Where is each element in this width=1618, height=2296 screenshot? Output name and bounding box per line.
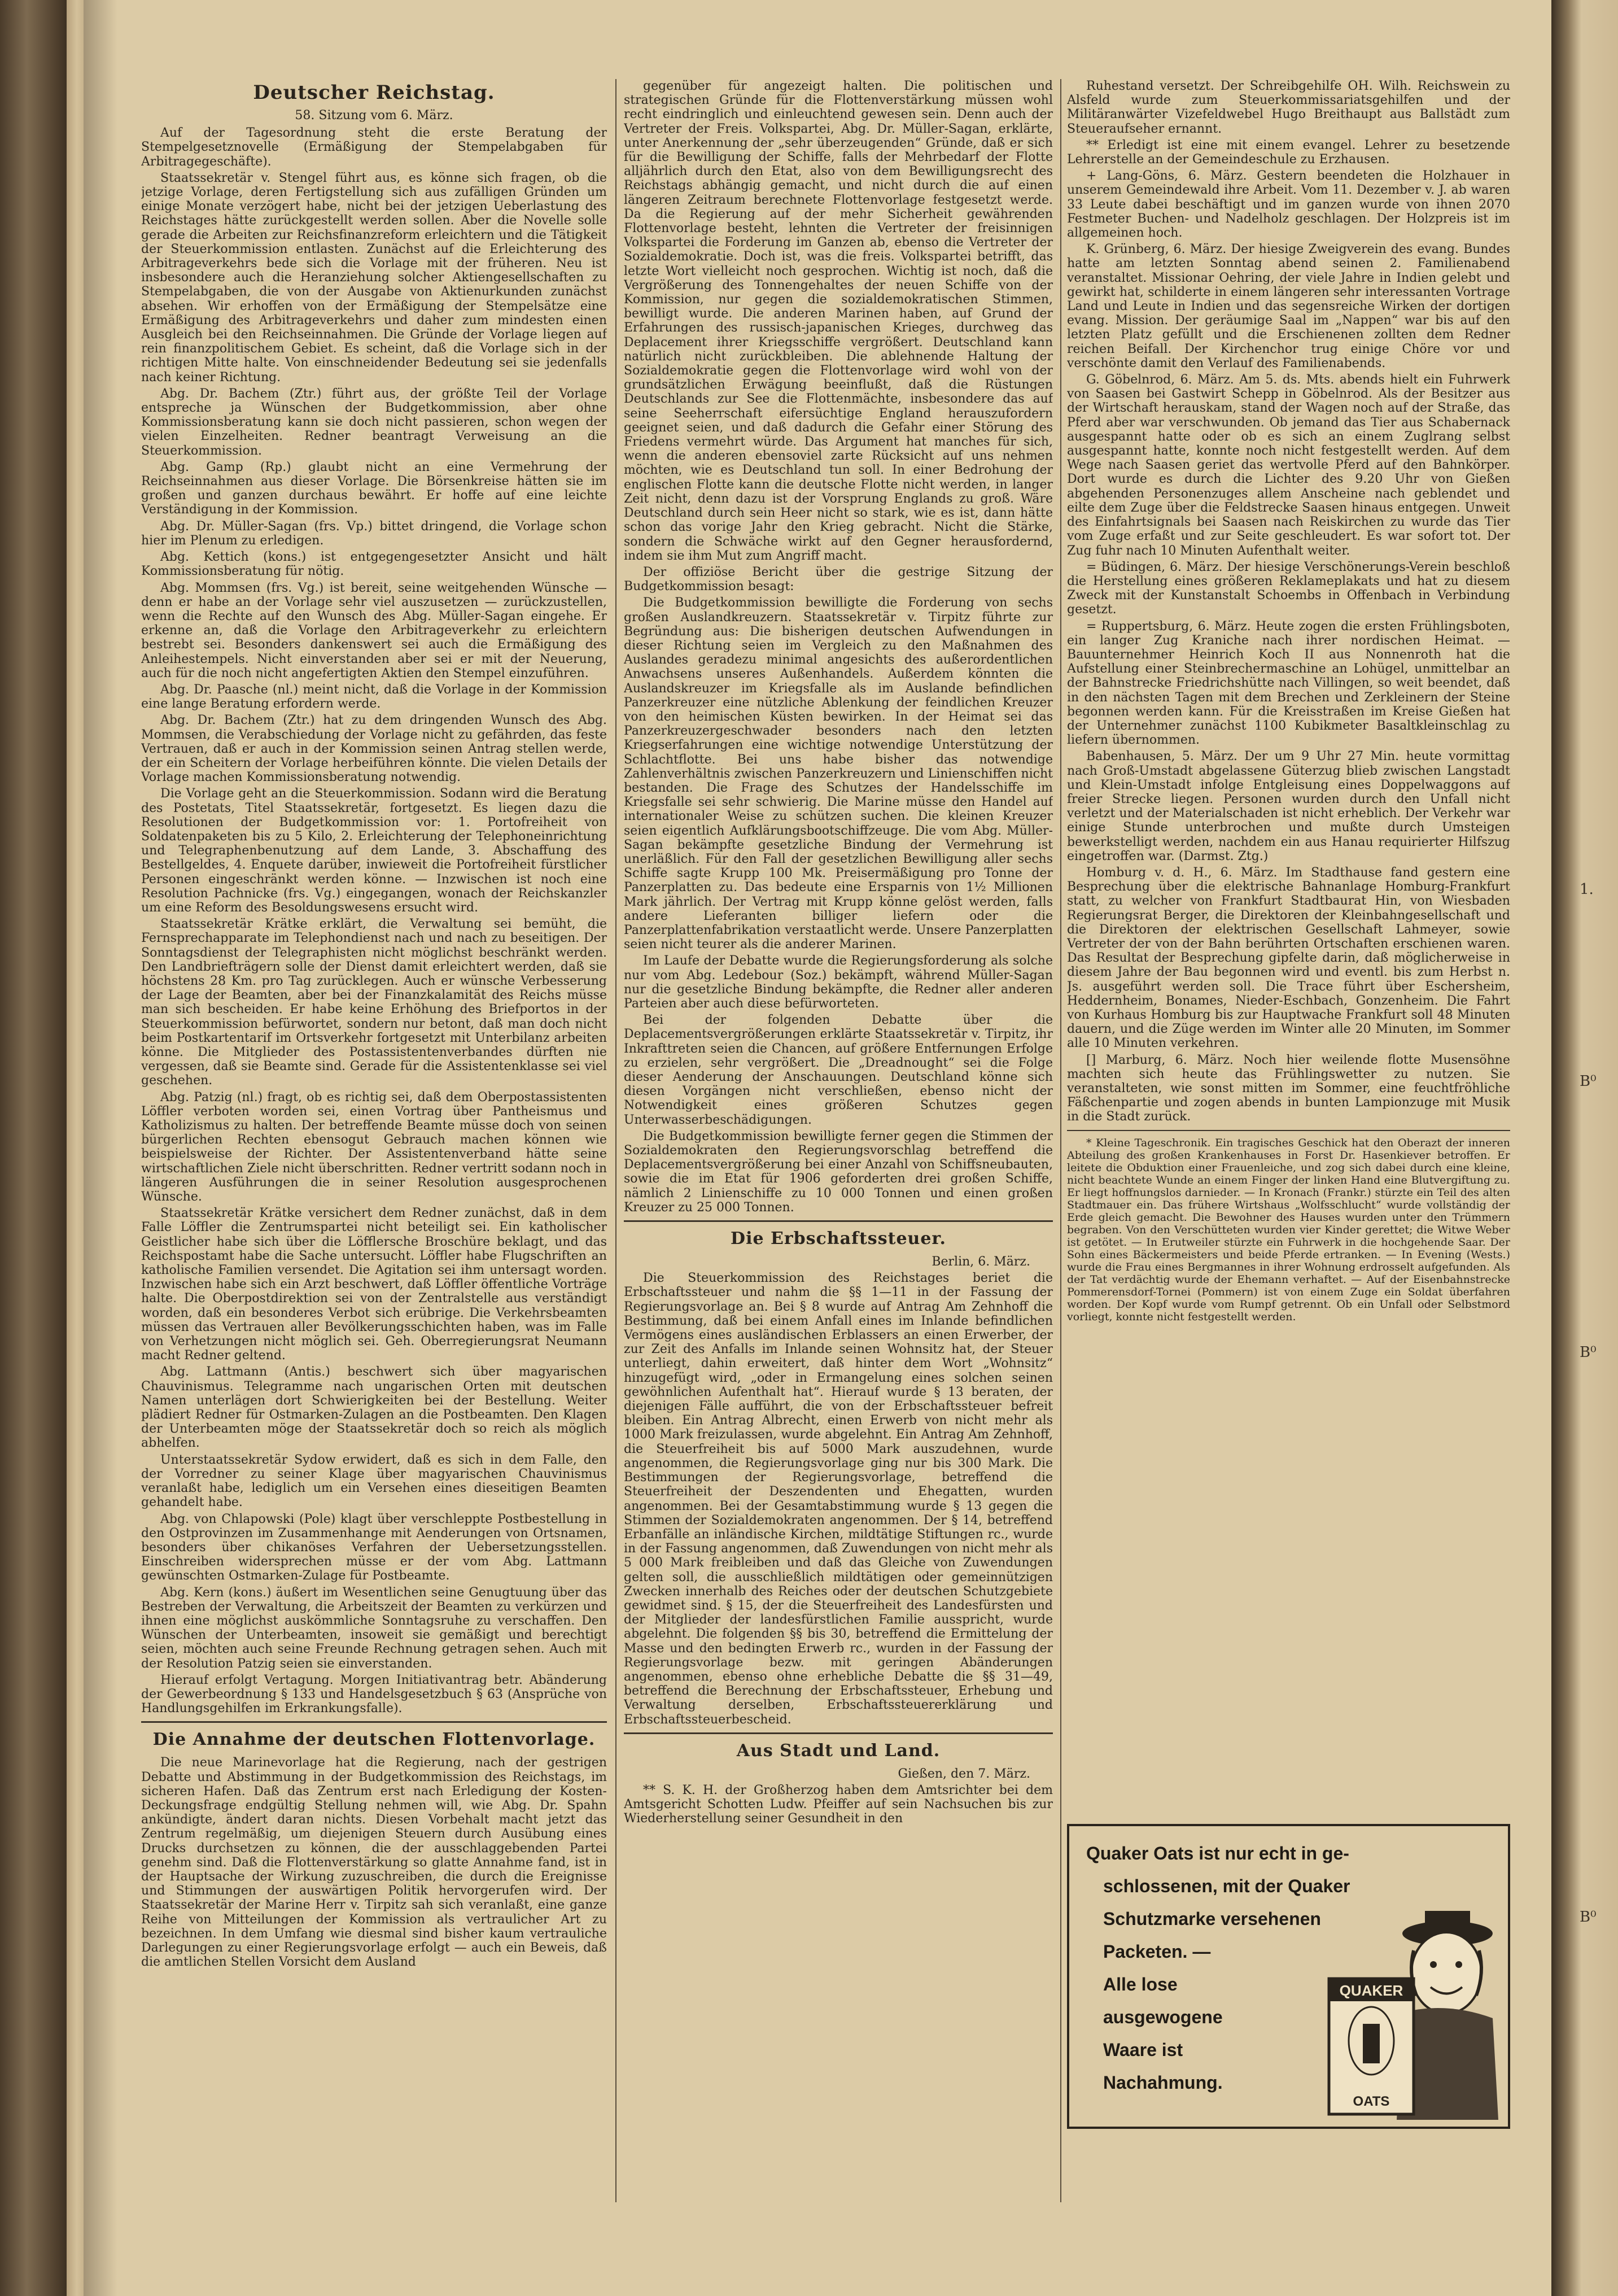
session-line: 58. Sitzung vom 6. März.	[295, 108, 453, 123]
book-spine	[0, 0, 67, 2296]
paragraph: Staatssekretär Krätke erklärt, die Verwaltung sei bemüht, die Fernsprechapparate im Telephondienst nach und nach zu beseitigen. Der Sonntagsdienst der Telegraphisten nicht möglichst beschränkt werden. Den Landbriefträgern solle der Dienst damit erleichtert werden, daß sie höchstens 28 Km. pro Tag zurücklegen. Auch er wünsche Verbesserung der Lage der Beamten, aber bei der Finanzkalamität des Reichs müsse man sich bescheiden. Er habe keine Erhöhung des Briefportos in der Steuerkommission befürwortet, sondern nur betont, daß man doch nicht beim Postkartentarif im Ortsverkehr fortgesetzt mit Unterbilanz arbeiten könne. Die Mitglieder des Postassistentenverbandes dürften nie vergessen, daß sie Beamte sind. Gerade für die Assistentenklasse sei viel geschehen.	[141, 917, 607, 1088]
column-2	[624, 79, 1053, 2202]
ad-line: schlossenen, mit der Quaker	[1103, 1876, 1350, 1896]
adjacent-fragment: B⁰	[1580, 1909, 1597, 1926]
column-3	[1067, 79, 1510, 1813]
flottenvorlage-article	[141, 1756, 607, 1969]
paragraph: gegenüber für angezeigt halten. Die politischen und strategischen Gründe für die Flottenverstärkung müssen wohl recht eindringlich und einleuchtend gewesen sein. Denn auch der Vertreter der Freis. Volkspartei, Abg. Dr. Müller-Sagan, erklärte, unter Anerkennung der „sehr überzeugenden“ Gründe, daß er sich für die Bewilligung der Schiffe, falls der Mehrbedarf der Flotte alljährlich durch den Etat, also von dem Bewilligungsrecht des Reichstags abhängig gemacht, und nicht durch die auf einen längeren Zeitraum berechnete Flottenvorlage festgesetzt werde. Da die Regierung auf der mehr Sicherheit gewährenden Flottenvorlage besteht, lehnten die Vertreter der freisinnigen Volkspartei die Forderung im Ganzen ab, ebenso die Vertreter der Sozialdemokratie. Doch ist, was die freis. Volkspartei betrifft, das letzte Wort vielleicht noch gesprochen. Wichtig ist noch, daß die Vergrößerung des Tonnengehaltes der neuen Schiffe von der Kommission, nur gegen die sozialdemokratischen Stimmen, bewilligt wurde. Die anderen Marinen haben, auf Grund der Erfahrungen des russisch-japanischen Krieges, durchweg das Deplacement ihrer Kriegsschiffe vergrößert. Deutschland kann natürlich nicht zurückbleiben. Die ablehnende Haltung der Sozialdemokratie gegen die Flottenvorlage wird wohl von der grundsätzlichen Erwägung beeinflußt, daß die Rüstungen Deutschlands zur See die Flottenmächte, insbesondere das auf seine Seeherrschaft eifersüchtige England herauszufordern geeignet seien, und daß dadurch die Gefahr einer Störung des Friedens vermehrt würde. Das Argument hat manches für sich, wenn die anderen ebensoviel zarte Rücksicht auf uns nehmen möchten, wie es Deutschland tun soll. In einer Bedrohung der englischen Flotte kann die deutsche Flotte nicht werden, in langer Zeit nicht, denn dazu ist der Vorsprung Englands zu groß. Wäre Deutschland durch sein Heer nicht so stark, wie es ist, dann hätte schon das vorige Jahr den Krieg gebracht. Nicht die Stärke, sondern die Schwäche wirkt auf den Gegner herausfordernd, indem sie ihm Mut zum Angriff macht.	[624, 79, 1053, 563]
paragraph: Die Vorlage geht an die Steuerkommission. Sodann wird die Beratung des Postetats, Titel Staatssekretär, fortgesetzt. Es liegen dazu die Resolutionen der Budgetkommission vor: 1. Portofreiheit von Soldatenpaketen bis zu 5 Kilo, 2. Erleichterung der Telephoneinrichtung und Telegraphenbenutzung auf dem Lande, 3. Abschaffung des Bestellgeldes, 4. Enquete darüber, inwieweit die Portofreiheit fürstlicher Personen eingeschränkt werden könne. — Inzwischen ist noch eine Resolution Pachnicke (frs. Vg.) eingegangen, wonach der Reichskanzler um eine Reform des Besoldungswesens ersucht wird.	[141, 787, 607, 915]
paragraph: K. Grünberg, 6. März. Der hiesige Zweigverein des evang. Bundes hatte am letzten Sonntag abend seinen 2. Familienabend veranstaltet. Missionar Oehring, der viele Jahre in Indien gelebt und gewirkt hat, schilderte in einem längeren sehr interessanten Vortrage Land und Leute in Indien und das segensreiche Wirken der dortigen evang. Mission. Der geräumige Saal im „Nappen“ war bis auf den letzten Platz gefüllt und die Erschienenen zollten dem Redner reichen Beifall. Der Kirchenchor trug einige Chöre vor und verschönte damit den Verlauf des Familienabends.	[1067, 242, 1510, 370]
reichstag-article	[141, 126, 607, 1716]
ad-line: Nachahmung.	[1103, 2072, 1223, 2093]
paragraph: Auf der Tagesordnung steht die erste Beratung der Stempelgesetznovelle (Ermäßigung der Stempelabgaben für Arbitragegeschäfte).	[141, 126, 607, 169]
page-edge	[67, 0, 84, 2296]
paragraph: Abg. Gamp (Rp.) glaubt nicht an eine Vermehrung der Reichseinnahmen aus dieser Vorlage. Die Börsenkreise hätten sie im großen und ganzen durchaus bewährt. Er hoffe auf eine leichte Verständigung in der Kommission.	[141, 460, 607, 517]
paragraph: Die Budgetkommission bewilligte die Forderung von sechs großen Auslandkreuzern. Staatssekretär v. Tirpitz führte zur Begründung aus: Die bisherigen deutschen Aufwendungen in dieser Richtung seien im Vergleich zu den Maßnahmen des Auslandes geradezu minimal angesichts des außerordentlichen Anwachsens unseres Außenhandels. Außerdem könnten die Auslandskreuzer im Kriegsfalle als im Auslande befindlichen Panzerkreuzer eine nützliche Ablenkung der feindlichen Kreuzer von den heimischen Küsten bewirken. In der Heimat sei das Panzerkreuzergeschwader besonders nach den letzten Kriegserfahrungen eine wichtige notwendige Unterstützung der Schlachtflotte. Bei uns habe bisher das notwendige Zahlenverhältnis zwischen Panzerkreuzern und Linienschiffen nicht bestanden. Die Frage des Schutzes der Handelsschiffe im Kriegsfalle sei sehr schwierig. Die Marine müsse den Handel auf internationaler Weise zu schützen suchen. Die kleinen Kreuzer seien eigentlich Aufklärungsbootschiffzeuge. Die vom Abg. Müller-Sagan bekämpfte gesetzliche Bindung der Vermehrung ist unerläßlich. Für den Fall der gesetzlichen Bewilligung aller sechs Schiffe sagte Krupp 100 Mk. Preisermäßigung pro Tonne der Panzerplatten zu. Das bedeute eine Ersparnis von 1½ Millionen Mark jährlich. Der Vertrag mit Krupp könne gelöst werden, falls andere Lieferanten billiger liefern oder die Panzerplattenfabrikation verstaatlicht werde. Unsere Panzerplatten seien nicht teurer als die anderer Marinen.	[624, 596, 1053, 952]
ad-line: Alle lose	[1103, 1974, 1178, 1994]
paragraph: Abg. Patzig (nl.) fragt, ob es richtig sei, daß dem Oberpostassistenten Löffler verboten worden sei, einen Vortrag über Pantheismus und Katholizismus zu halten. Der betreffende Beamte müsse doch von seinen bürgerlichen Rechten ebensogut Gebrauch machen können wie beispielsweise der Richter. Der Assistentenverband hätte seine wirtschaftlichen Ziele nicht überschritten. Redner vertritt sodann noch in längeren Ausführungen die in seiner Resolution ausgesprochenen Wünsche.	[141, 1090, 607, 1204]
divider	[624, 1220, 1053, 1222]
paragraph: Abg. Dr. Bachem (Ztr.) führt aus, der größte Teil der Vorlage entspreche ja Wünschen der Budgetkommission, aber ohne Kommissionsberatung kann sie doch nicht passieren, schon wegen der vielen Einzelheiten. Redner beantragt Verweisung an die Steuerkommission.	[141, 386, 607, 458]
adjacent-fragment: 1.	[1580, 881, 1594, 898]
paragraph: Abg. Kern (kons.) äußert im Wesentlichen seine Genugtuung über das Bestreben der Verwaltung, die Arbeitszeit der Beamten zu verkürzen und ihnen eine möglichst auskömmliche Sonntagsruhe zu verschaffen. Den Wünschen der Unterbeamten, insoweit sie gemäßigt und berechtigt seien, möchten auch seine Freunde Rechnung getragen sehen. Auch mit der Resolution Patzig seien sie einverstanden.	[141, 1585, 607, 1671]
ad-line: Packeten. —	[1103, 1941, 1211, 1962]
paragraph: ** S. K. H. der Großherzog haben dem Amtsrichter bei dem Amtsgericht Schotten Ludw. Pfeiffer auf sein Nachsuchen bis zur Wiederherstellung seiner Gesundheit in den	[624, 1783, 1053, 1826]
ad-line: Waare ist	[1103, 2040, 1183, 2060]
paragraph: Die Steuerkommission des Reichstages beriet die Erbschaftssteuer und nahm die §§ 1—11 in der Fassung der Regierungsvorlage an. Bei § 8 wurde auf Antrag Am Zehnhoff die Bestimmung, daß bei einem Anfall eines im Inlande befindlichen Vermögens eines ausländischen Erblassers an einen Erwerber, der zur Zeit des Anfalls im Inlande seinen Wohnsitz hat, der Steuer unterliegt, dahin erweitert, daß hinter dem Wort „Wohnsitz“ hinzugefügt wird, „oder in Ermangelung eines solchen seinen gewöhnlichen Aufenthalt hat“. Hierauf wurde § 13 beraten, der diejenigen Fälle aufführt, die von der Erbschaftssteuer befreit bleiben. Ein Antrag Albrecht, einen Erwerb von nicht mehr als 1000 Mark freizulassen, wurde abgelehnt. Ein Antrag Am Zehnhoff, die Steuerfreiheit bis auf 5000 Mark auszudehnen, wurde angenommen, die Regierungsvorlage ging nur bis 300 Mark. Die Bestimmungen der Regierungsvorlage, betreffend die Steuerfreiheit der Deszendenten und Ehegatten, wurden angenommen. Bei der Gesamtabstimmung wurde § 13 gegen die Stimmen der Sozialdemokraten angenommen. Der § 14, betreffend Erbanfälle an inländische Kirchen, mildtätige Stiftungen rc., wurde in der Fassung angenommen, daß Zuwendungen von nicht mehr als 5 000 Mark freibleiben und daß das Gleiche von Zuwendungen gelten soll, die ausschließlich mildtätigen oder gemeinnützigen Zwecken innerhalb des Reiches oder der deutschen Schutzgebiete gewidmet sind. § 15, der die Steuerfreiheit des Landesfürsten und der Mitglieder der landesfürstlichen Familie ausspricht, wurde abgelehnt. Die folgenden §§ bis 30, betreffend die Ermittelung der Masse und den bedingten Erwerb rc., wurden in der Fassung der Regierungsvorlage bezw. mit geringen Abänderungen angenommen, ebenso ohne erhebliche Debatte die §§ 31—49, betreffend die Berechnung der Erbschaftssteuer, Erhebung und Verwaltung derselben, Erbschaftssteuererklärung und Erbschaftssteuerbescheid.	[624, 1271, 1053, 1727]
paragraph: ** Erledigt ist eine mit einem evangel. Lehrer zu besetzende Lehrerstelle an der Gemeindeschule zu Erzhausen.	[1067, 138, 1510, 167]
paragraph: Abg. Dr. Paasche (nl.) meint nicht, daß die Vorlage in der Kommission eine lange Beratung erfordern werde.	[141, 682, 607, 712]
quaker-oats-advertisement	[1067, 1824, 1510, 2129]
headline-stadt-und-land: Aus Stadt und Land.	[736, 1740, 941, 1761]
stadt-land-article	[624, 1783, 1053, 1826]
paragraph: Homburg v. d. H., 6. März. Im Stadthause fand gestern eine Besprechung über die elektrische Bahnanlage Homburg-Frankfurt statt, zu welcher von Frankfurt Stadtbaurat Hin, von Wiesbaden Regierungsrat Berger, die Direktoren der Kleinbahngesellschaft und die Direktoren der elektrischen Gesellschaft Lahmeyer, sowie Vertreter der von der Bahn berührten Ortschaften erschienen waren. Das Resultat der Besprechung gipfelte darin, daß möglicherweise in diesem Jahre der Bau begonnen wird und eventl. bis zum Herbst n. Js. ausgeführt werden soll. Die Trace führt über Eschersheim, Heddernheim, Bonames, Nieder-Eschbach, Gonzenheim. Die Fahrt von Kurhaus Homburg bis zur Hauptwache Frankfurt soll 48 Minuten dauern, und die Züge werden im Winter alle 20 Minuten, im Sommer alle 10 Minuten verkehren.	[1067, 865, 1510, 1051]
paragraph: Staatssekretär Krätke versichert dem Redner zunächst, daß in dem Falle Löffler die Zentrumspartei nicht beteiligt sei. Ein katholischer Geistlicher habe sich über die Löfflersche Broschüre beklagt, und das Reichspostamt habe die Sache untersucht. Löffler habe Flugschriften an katholische Familien versendet. Die Agitation sei ihm untersagt worden. Inzwischen habe sich ein Arzt beschwert, daß Löffler öffentliche Vorträge halte. Die Oberpostdirektion sei von der Zentralstelle aus verständigt worden, daß ein besonderes Verbot sich erübrige. Die Verkehrsbeamten müssen das Vertrauen aller Bevölkerungsschichten haben, was im Falle von Verhetzungen nicht möglich sei. Geh. Oberregierungsrat Neumann macht Redner geltend.	[141, 1206, 607, 1363]
dateline-berlin: Berlin, 6. März.	[932, 1255, 1030, 1269]
column-1	[141, 79, 607, 2202]
face-icon	[1411, 1932, 1481, 2014]
paragraph: Unterstaatssekretär Sydow erwidert, daß es sich in dem Falle, den der Vorredner zu seiner Klage über magyarischen Chauvinismus veranlaßt habe, lediglich um ein Versehen eines dieseitigen Beamten gehandelt habe.	[141, 1452, 607, 1510]
kleine-tageschronik: * Kleine Tageschronik. Ein tragisches Geschick hat den Oberazt der inneren Abteilung des großen Krankenhauses in Forst Dr. Hasenkiever betroffen. Er leitete die Obduktion einer Frauenleiche, und zog sich dabei durch eine kleine, nicht beachtete Wunde an einem Finger der linken Hand eine Blutvergiftung zu. Er liegt hoffnungslos darnieder. — In Kronach (Frankr.) stürzte ein Teil des alten Stadtmauer ein. Das frühere Wirtshaus „Wolfsschlucht“ wurde vollständig der Erde gleich gemacht. Die Bewohner des Hauses wurden unter den Trümmern begraben. Von den Verschütteten wurden vier Kinder gerettet; die Witwe Weber ist getötet. — In Erutweiler stürzte ein Fuhrwerk in die hochgehende Saar. Der Sohn eines Bäckermeisters und beide Pferde ertranken. — In Evening (Wests.) wurde die Frau eines Bergmannes in ihrer Wohnung erdrosselt aufgefunden. Als der Tat verdächtig wurde der Ehemann verhaftet. — Auf der Eisenbahnstrecke Pommerensdorf-Tornei (Pommern) ist von einem Zuge ein Soldat überfahren worden. Der Kopf wurde vom Rumpf getrennt. Ob ein Unfall oder Selbstmord vorliegt, konnte nicht festgestellt werden.	[1067, 1136, 1510, 1323]
headline-erbschaftssteuer: Die Erbschaftssteuer.	[731, 1229, 946, 1249]
adjacent-fragment: B⁰	[1580, 1344, 1597, 1361]
paragraph: Bei der folgenden Debatte über die Deplacementsvergrößerungen erklärte Staatssekretär v. Tirpitz, ihr Inkrafttreten seien die Chancen, auf größere Entfernungen Erfolge zu erzielen, sehr vergrößert. Die „Dreadnought“ sei die Folge dieser Aenderung der Anschauungen. Deutschland könne sich diesen Vorgängen nicht verschließen, ebenso nicht der Notwendigkeit eines größeren Schutzes gegen Unterwasserbeschädigungen.	[624, 1013, 1053, 1127]
flotten-continuation	[624, 79, 1053, 1215]
paragraph: = Ruppertsburg, 6. März. Heute zogen die ersten Frühlingsboten, ein langer Zug Kraniche nach ihrer nordischen Heimat. — Bauunternehmer Heinrich Koch II aus Nonnenroth hat die Aufstellung einer Steinbrechermaschine an Lohügel, unmittelbar an der Bahnstrecke Friedrichshütte nach Villingen, so weit beendet, daß in den nächsten Tagen mit dem Brechen und Zerkleinern der Steine begonnen werden kann. Für die Kreisstraßen im Kreise Gießen hat der Unternehmer zunächst 1100 Kubikmeter Basaltkleinschlag zu liefern übernommen.	[1067, 619, 1510, 748]
column-rule	[1060, 79, 1061, 2202]
paragraph: = Büdingen, 6. März. Der hiesige Verschönerungs-Verein beschloß die Herstellung eines größeren Reklameplakats und hat zu diesem Zweck mit der Kunstanstalt Schoembs in Offenbach in Verbindung gesetzt.	[1067, 560, 1510, 617]
paragraph: Abg. von Chlapowski (Pole) klagt über verschleppte Postbestellung in den Ostprovinzen im Zusammenhange mit Aenderungen von Ortsnamen, besonders über chikanöses Verfahren der Uebersetzungsstellen. Einschreiben widersprechen müsse er der vom Abg. Lattmann gewünschten Ostmarken-Zulage für Postbeamte.	[141, 1512, 607, 1583]
paragraph: Abg. Dr. Bachem (Ztr.) hat zu dem dringenden Wunsch des Abg. Mommsen, die Verabschiedung der Vorlage nicht zu gefährden, das feste Vertrauen, daß er auch in der Kommission seinen Antrag stellen werde, der ein Scheitern der Vorlage herbeiführen könnte. Die vielen Details der Vorlage machen Kommissionsberatung notwendig.	[141, 713, 607, 785]
paragraph: Babenhausen, 5. März. Der um 9 Uhr 27 Min. heute vormittag nach Groß-Umstadt abgelassene Güterzug blieb zwischen Langstadt und Klein-Umstadt infolge Entgleisung eines Doppelwaggons auf freier Strecke liegen. Personen wurden durch den Unfall nicht verletzt und der Materialschaden ist nicht erheblich. Der Verkehr war einige Stunde unterbrochen und mußte durch Umsteigen bewerkstelligt werden, nachdem ein aus Hanau requirierter Hilfszug eingetroffen war. (Darmst. Ztg.)	[1067, 749, 1510, 863]
fold-shadow	[84, 0, 117, 2296]
paragraph: Die neue Marinevorlage hat die Regierung, nach der gestrigen Debatte und Abstimmung in der Budgetkommission des Reichstags, im sicheren Hafen. Daß das Zentrum erst nach Erledigung der Kosten-Deckungsfrage endgültig Stellung nehmen will, wie Abg. Dr. Spahn ankündigte, ändert daran nichts. Diesen Vorbehalt macht jetzt das Zentrum regelmäßig, um diejenigen Steuern durch Ausübung eines Drucks durchsetzen zu können, die der ausschlaggebenden Partei genehm sind. Daß die Flottenverstärkung so glatte Annahme fand, ist in der Hauptsache der Wirkung zuzuschreiben, die durch die Ereignisse und Stimmungen der auswärtigen Politik hervorgerufen wird. Der Staatssekretär der Marine Herr v. Tirpitz sah sich veranlaßt, eine ganze Reihe von Mitteilungen der Kommission als vertraulicher Art zu bezeichnen. In dem Umfang wie diesmal sind bisher kaum vertrauliche Darlegungen zu einer Regierungsvorlage erfolgt — auch ein Beweis, daß die amtlichen Stellen Vorsicht dem Ausland	[141, 1756, 607, 1970]
paragraph: Im Laufe der Debatte wurde die Regierungsforderung als solche nur vom Abg. Ledebour (Soz.) bekämpft, während Müller-Sagan nur die gesetzliche Bindung bekämpfte, die Redner aller anderen Parteien aber auch diese befürworteten.	[624, 954, 1053, 1011]
adjacent-fragment: B⁰	[1580, 1073, 1597, 1090]
paragraph: Abg. Dr. Müller-Sagan (frs. Vp.) bittet dringend, die Vorlage schon hier im Plenum zu erledigen.	[141, 519, 607, 548]
dateline-giessen: Gießen, den 7. März.	[898, 1766, 1030, 1781]
paragraph: Die Budgetkommission bewilligte ferner gegen die Stimmen der Sozialdemokraten den Regierungsvorschlag betreffend die Deplacementsvergrößerung bei einer Anzahl von Schiffsneubauten, sowie die im Etat für 1906 geforderten drei großen Schiffe, nämlich 2 Linienschiffe zu 10 000 Tonnen und einen großen Kreuzer zu 25 000 Tonnen.	[624, 1129, 1053, 1215]
package-label: QUAKER	[1339, 1982, 1403, 1999]
paragraph: Abg. Kettich (kons.) ist entgegengesetzter Ansicht und hält Kommissionsberatung für nötig.	[141, 550, 607, 579]
adjacent-page-strip	[1551, 0, 1618, 2296]
paragraph: G. Göbelnrod, 6. März. Am 5. ds. Mts. abends hielt ein Fuhrwerk von Saasen bei Gastwirt Schepp in Göbelnrod. Als der Besitzer aus der Wirtschaft herauskam, stand der Wagen noch auf der Straße, das Pferd aber war verschwunden. Ob jemand das Tier aus Schabernack ausgespannt hatte oder ob es sich an einem Zuglrang selbst ausgespannt hatte, konnte noch nicht festgestellt werden. Auf dem Wege nach Saasen geriet das wertvolle Pferd auf den Bahnkörper. Dort wurde es durch die Lichter des 9.20 Uhr von Gießen abgehenden Personenzuges allem Anscheine nach geblendet und eilte dem Zuge über die Feldstrecke Saasen hinaus entgegen. Unweit des Einfahrtsignals bei Saasen nach Reiskirchen zu wurde das Tier vom Zuge erfaßt und zur Seite geschleudert. Es war sofort tot. Der Zug fuhr nach 10 Minuten Aufenthalt weiter.	[1067, 373, 1510, 558]
paragraph: Abg. Lattmann (Antis.) beschwert sich über magyarischen Chauvinismus. Telegramme nach ungarischen Orten mit deutschen Namen unterlägen dort Schwierigkeiten bei der Bestellung. Weiter plädiert Redner für Ostmarken-Zulagen an die Postbeamten. Den Klagen der Unterbeamten möge der Staatssekretär doch so reich als möglich abhelfen.	[141, 1365, 607, 1451]
headline-reichstag: Deutscher Reichstag.	[253, 81, 495, 104]
paragraph: Hierauf erfolgt Vertagung. Morgen Initiativantrag betr. Abänderung der Gewerbeordnung § 133 und Handelsgesetzbuch § 63 (Ansprüche von Handlungsgehilfen im Erkrankungsfalle).	[141, 1673, 607, 1716]
paragraph: Ruhestand versetzt. Der Schreibgehilfe OH. Wilh. Reichswein zu Alsfeld wurde zum Steuerkommissariatsgehilfen und der Militäranwärter Vizefeldwebel Hugo Breithaupt aus Ballstädt zum Steueraufseher ernannt.	[1067, 79, 1510, 136]
paragraph: [] Marburg, 6. März. Noch hier weilende flotte Musensöhne machten sich heute das Frühlingswetter zu nutzen. Sie veranstalteten, wie sonst mitten im Sommer, eine feuchtfröhliche Fäßchenpartie und zogen abends in bunten Lampionzuge mit Musik in die Stadt zurück.	[1067, 1053, 1510, 1124]
headline-flottenvorlage: Die Annahme der deutschen Flottenvorlage.	[152, 1730, 596, 1750]
ad-line: Quaker Oats ist nur echt in ge-	[1086, 1843, 1349, 1863]
paragraph: + Lang-Göns, 6. März. Gestern beendeten die Holzhauer in unserem Gemeindewald ihre Arbeit. Vom 11. Dezember v. J. ab waren 33 Leute dabei beschäftigt und im ganzen wurde von ihnen 2070 Festmeter Buchen- und Nadelholz geschlagen. Der Holzpreis ist im allgemeinen hoch.	[1067, 169, 1510, 241]
erbschaftssteuer-article	[624, 1271, 1053, 1727]
column-rule	[615, 79, 616, 2202]
paragraph: Abg. Mommsen (frs. Vg.) ist bereit, seine weitgehenden Wünsche — denn er habe an der Vorlage sehr viel auszusetzen — zurückzustellen, wenn die Rechte auf den Wunsch des Abg. Müller-Sagan eingehe. Er erkenne an, daß die Vorlage den Arbitrageverkehr zu erleichtern bestrebt sei. Besonders dankenswert sei auch die Ermäßigung des Anleihestempels. Nicht einverstanden aber sei er mit der Neuerung, auch für die noch nicht angefertigten Aktien den Stempel einzuführen.	[141, 580, 607, 680]
package-label-bottom: OATS	[1353, 2094, 1390, 2109]
paragraph: Der offiziöse Bericht über die gestrige Sitzung der Budgetkommission besagt:	[624, 565, 1053, 594]
divider	[141, 1721, 607, 1723]
hat-crown-icon	[1425, 1911, 1470, 1933]
ad-line: ausgewogene	[1103, 2007, 1223, 2027]
divider	[624, 1732, 1053, 1734]
divider	[1067, 1130, 1510, 1131]
local-news	[1067, 79, 1510, 1124]
quaker-man-illustration	[1318, 1911, 1498, 2120]
paragraph: Staatssekretär v. Stengel führt aus, es könne sich fragen, ob die jetzige Vorlage, deren Fertigstellung sich aus zufälligen Gründen um einige Monate verzögert habe, nicht bei der jetzigen Ueberlastung des Reichstages hätte zurückgestellt werden sollen. Aber die Novelle solle gerade die Arbeiten zur Reichsfinanzreform erleichtern und die Tätigkeit der Steuerkommission entlasten. Zunächst auf die Erleichterung des Arbitrageverkehrs bede sich die Vorlage mit der früheren. Neu ist insbesondere auch die Heranziehung solcher Aktiengesellschaften zu Stempelabgaben, die von der Ausgabe von Aktienurkunden zunächst absehen. Wir erhoffen von der Ermäßigung der Stempelsätze eine Ermäßigung des Arbitrageverkehrs und daher zum mindesten einen Ausgleich bei den Reichseinnahmen. Die Gründe der Vorlage liegen auf rein finanzpolitischem Gebiet. Es scheint, daß die Vorlage sich in der richtigen Mitte halte. Von einschneidender Bedeutung sei sie jedenfalls nach keiner Richtung.	[141, 171, 607, 385]
ad-line: Schutzmarke versehenen	[1103, 1909, 1321, 1929]
